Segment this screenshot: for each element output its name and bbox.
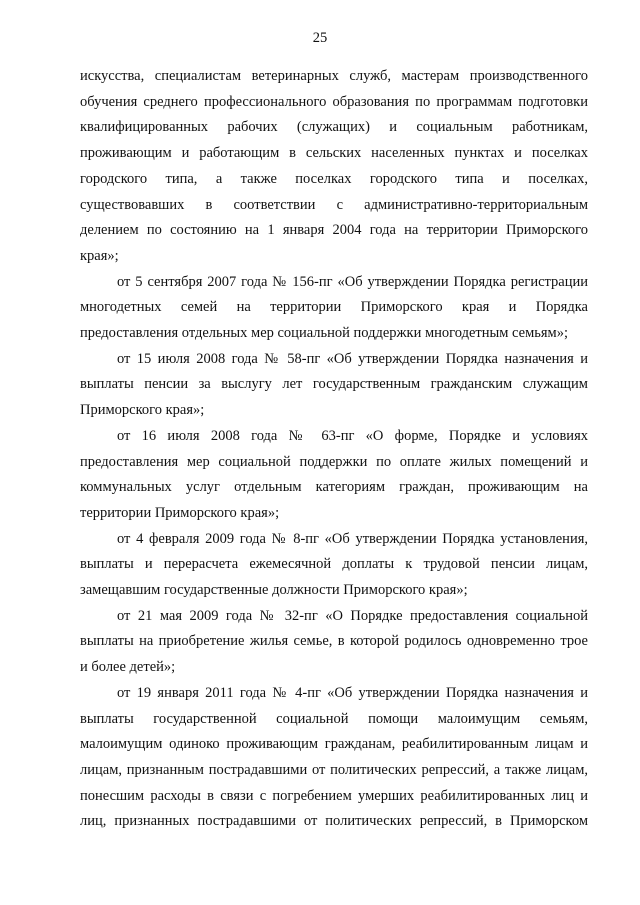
document-body: [80, 64, 588, 835]
page-number: 25: [312, 30, 328, 46]
document-paragraph: [80, 527, 588, 604]
text-line: выплаты и перерасчета ежемесячной доплаты к трудовой пенсии лицам,: [80, 556, 588, 573]
text-line: искусства, специалистам ветеринарных служб, мастерам производственного: [80, 68, 588, 84]
text-line: обучения среднего профессионального образования по программам подготовки: [80, 93, 588, 110]
text-line: от 5 сентября 2007 года № 156-пг «Об утверждении Порядка регистрации: [117, 273, 588, 290]
text-line: и более детей»;: [80, 659, 176, 676]
document-paragraph: [80, 604, 588, 681]
text-line: малоимущим одиноко проживающим гражданам, реабилитированным лицам и: [80, 736, 588, 753]
text-line: многодетных семей на территории Приморского края и Порядка: [80, 299, 588, 316]
text-line: от 19 января 2011 года № 4-пг «Об утверждении Порядка назначения и: [117, 684, 588, 701]
text-line: понесшим расходы в связи с погребением умерших реабилитированных лиц и: [80, 787, 588, 804]
text-line: территории Приморского края»;: [80, 504, 280, 521]
text-line: существовавших в соответствии с административно-территориальным: [80, 196, 588, 213]
text-line: выплаты на приобретение жилья семье, в которой родилось одновременно трое: [80, 633, 588, 650]
text-line: от 21 мая 2009 года № 32-пг «О Порядке предоставления социальной: [117, 607, 588, 624]
text-line: городского типа, а также поселках городского типа и поселках,: [80, 170, 588, 187]
document-paragraph: [80, 64, 588, 270]
text-line: выплаты пенсии за выслугу лет государственным гражданским служащим: [80, 376, 588, 393]
document-paragraph: [80, 424, 588, 527]
text-line: квалифицированных рабочих (служащих) и социальным работникам,: [80, 119, 588, 136]
text-line: Приморского края»;: [80, 402, 205, 419]
text-line: края»;: [80, 247, 119, 264]
text-line: от 15 июля 2008 года № 58-пг «Об утверждении Порядка назначения и: [117, 350, 588, 367]
text-line: лицам, признанным пострадавшими от политических репрессий, а также лицам,: [80, 761, 588, 778]
text-line: предоставления мер социальной поддержки по оплате жилых помещений и: [80, 453, 588, 470]
text-line: предоставления отдельных мер социальной поддержки многодетным семьям»;: [80, 325, 569, 342]
document-paragraph: [80, 270, 588, 347]
text-line: от 16 июля 2008 года № 63-пг «О форме, Порядке и условиях: [117, 427, 588, 444]
document-paragraph: [80, 681, 588, 835]
document-paragraph: [80, 347, 588, 424]
text-line: от 4 февраля 2009 года № 8-пг «Об утверждении Порядка установления,: [117, 530, 588, 547]
text-line: выплаты государственной социальной помощи малоимущим семьям,: [80, 710, 588, 727]
text-line: делением по состоянию на 1 января 2004 года на территории Приморского: [80, 222, 588, 239]
text-line: коммунальных услуг отдельным категориям граждан, проживающим на: [80, 479, 588, 496]
text-line: лиц, признанных пострадавшими от политических репрессий, в Приморском: [80, 813, 588, 830]
text-line: проживающим и работающим в сельских населенных пунктах и поселках: [80, 145, 588, 162]
text-line: замещавшим государственные должности Приморского края»;: [80, 582, 468, 599]
